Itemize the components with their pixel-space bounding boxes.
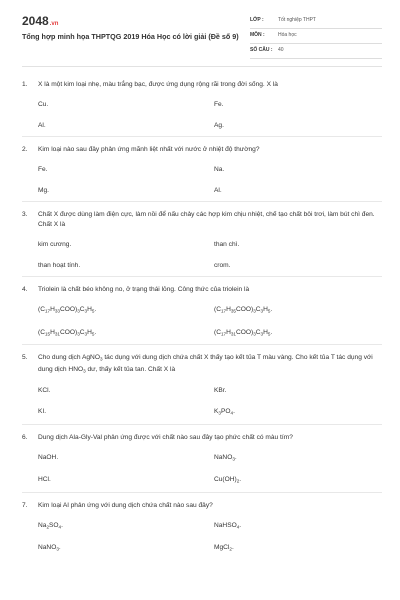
question-number: 1. xyxy=(22,81,28,88)
answer-option-d[interactable]: $(C_{17}H_{31}COO)_3C_3H_5$. xyxy=(214,328,273,336)
question-divider xyxy=(22,136,382,137)
answer-option-b[interactable]: NaNO$_3$. xyxy=(214,453,237,461)
question-item xyxy=(22,80,382,130)
answer-options xyxy=(38,521,382,554)
question-stem xyxy=(22,501,382,511)
answer-option-c[interactable]: than hoạt tính. xyxy=(38,262,81,269)
answer-option-a[interactable]: $(C_{17}H_{33}COO)_3C_3H_5$. xyxy=(38,306,97,314)
question-stem xyxy=(22,285,382,295)
question-text: Chất X được dùng làm điện cực, làm nồi để nấu chảy các hợp kim chịu nhiệt, chế tạo chất bôi trơi, làm bút chì đen. Chất X là xyxy=(38,211,375,228)
subscript: 3 xyxy=(84,331,88,336)
meta-row-class xyxy=(250,14,382,29)
subscript: 17 xyxy=(220,331,227,336)
question-divider xyxy=(22,201,382,202)
logo-suffix: .vn xyxy=(49,21,59,27)
page-header xyxy=(22,14,382,66)
answer-option-a[interactable]: $Na_2SO_4$. xyxy=(38,521,63,529)
subscript: 17 xyxy=(220,308,227,314)
subscript: 33 xyxy=(54,308,60,314)
answer-option-d[interactable]: crom. xyxy=(214,262,231,269)
question-divider xyxy=(22,424,382,425)
subscript: 2 xyxy=(46,524,49,529)
answer-option-d[interactable]: Al. xyxy=(214,187,222,194)
question-text: Kim loại nào sau đây phản ứng mãnh liệt nhất với nước ở nhiệt độ thường? xyxy=(38,146,260,153)
subscript: 3 xyxy=(260,331,264,336)
question-divider xyxy=(22,492,382,493)
question-text: X là một kim loại nhẹ, màu trắng bạc, được ứng dụng rộng rãi trong đời sống. X là xyxy=(38,81,278,88)
answer-options xyxy=(38,305,382,338)
answer-option-d[interactable]: MgCl$_2$. xyxy=(214,544,234,552)
question-divider xyxy=(22,344,382,345)
exam-meta xyxy=(250,14,382,59)
question-text: Cho dung dịch AgNO$_3$ tác dụng với dung dịch chứa chất X thấy tạo kết tủa T màu vàng. Cho kết tủa T tác dụng với dung dịch $HNO_3$ dư, thấy kết tủa tan. Chất X là xyxy=(38,354,373,373)
answer-options xyxy=(38,386,382,418)
answer-option-b[interactable]: KBr. xyxy=(214,387,227,394)
answer-option-c[interactable]: Al. xyxy=(38,122,46,129)
meta-label-subject: MÔN : xyxy=(250,32,265,38)
subscript: 3 xyxy=(253,308,256,314)
meta-value-class: Tốt nghiệp THPT xyxy=(278,17,316,23)
subscript: 4 xyxy=(236,524,240,529)
subscript: 3 xyxy=(218,410,221,416)
question-stem xyxy=(22,80,382,90)
subscript: 3 xyxy=(77,331,80,336)
site-logo[interactable] xyxy=(22,14,58,28)
question-item xyxy=(22,276,382,338)
header-divider xyxy=(22,66,382,67)
answer-options xyxy=(38,100,382,130)
answer-option-a[interactable]: Cu. xyxy=(38,101,49,108)
answer-option-b[interactable]: Fe. xyxy=(214,101,224,108)
subscript: 5 xyxy=(91,331,95,336)
answer-options xyxy=(38,453,382,486)
question-stem xyxy=(22,353,382,376)
question-item xyxy=(22,344,382,418)
meta-value-subject: Hóa học xyxy=(278,32,297,38)
answer-option-c[interactable]: NaNO$_3$. xyxy=(38,544,61,552)
question-item xyxy=(22,424,382,486)
question-text: Kim loại Al phản ứng với dung dịch chứa chất nào sau đây? xyxy=(38,501,213,509)
subscript: 17 xyxy=(44,308,51,314)
answer-option-d[interactable]: $K_3PO_4$. xyxy=(214,408,235,416)
subscript: 3 xyxy=(253,331,256,336)
question-stem xyxy=(22,433,382,443)
question-number: 4. xyxy=(22,286,28,293)
subscript: 35 xyxy=(230,308,236,314)
subscript: 2 xyxy=(229,546,232,552)
question-text: Triolein là chất béo không no, ở trạng thái lỏng. Công thức của triolein là xyxy=(38,286,250,293)
answer-option-a[interactable]: Fe. xyxy=(38,166,48,173)
subscript: 3 xyxy=(232,456,235,461)
subscript: 5 xyxy=(267,331,271,336)
subscript: 4 xyxy=(230,410,234,416)
meta-label-class: LỚP : xyxy=(250,17,264,23)
question-number: 5. xyxy=(22,354,28,361)
subscript: 3 xyxy=(260,308,264,314)
subscript: 3 xyxy=(84,308,88,314)
answer-option-a[interactable]: NaOH. xyxy=(38,453,59,461)
subscript: 31 xyxy=(54,331,60,336)
answer-option-a[interactable]: kim cương. xyxy=(38,241,72,248)
answer-option-c[interactable]: $(C_{15}H_{31}COO)_3C_3H_5$. xyxy=(38,328,97,336)
meta-value-count: 40 xyxy=(278,47,284,53)
answer-options xyxy=(38,165,382,195)
subscript: 4 xyxy=(58,524,62,529)
meta-row-subject xyxy=(250,29,382,44)
question-number: 7. xyxy=(22,501,28,509)
subscript: 5 xyxy=(91,308,95,314)
logo-text: 2048 xyxy=(22,14,49,28)
subscript: 2 xyxy=(236,478,240,484)
answer-option-c[interactable]: Mg. xyxy=(38,187,49,194)
meta-row-count xyxy=(250,44,382,59)
question-number: 3. xyxy=(22,211,28,218)
answer-option-b[interactable]: NaHSO$_4$. xyxy=(214,521,242,529)
subscript: 31 xyxy=(230,331,236,336)
question-number: 2. xyxy=(22,146,28,153)
question-item xyxy=(22,136,382,195)
question-text: Dung dịch Ala-Gly-Val phản ứng được với chất nào sau đây tạo phức chất có màu tím? xyxy=(38,433,293,441)
question-item xyxy=(22,201,382,270)
subscript: 3 xyxy=(99,356,103,362)
question-item xyxy=(22,492,382,554)
answer-option-a[interactable]: KCl. xyxy=(38,387,51,394)
subscript: 15 xyxy=(44,331,51,336)
subscript: 3 xyxy=(56,546,59,552)
question-divider xyxy=(22,276,382,277)
question-list xyxy=(22,80,382,554)
answer-option-b[interactable]: $(C_{17}H_{35}COO)_3C_3H_5$. xyxy=(214,306,273,314)
answer-option-b[interactable]: than chì. xyxy=(214,241,240,248)
question-stem xyxy=(22,210,382,230)
answer-option-d[interactable]: $Cu(OH)_2$. xyxy=(214,476,242,484)
subscript: 5 xyxy=(267,308,271,314)
question-number: 6. xyxy=(22,433,28,441)
subscript: 3 xyxy=(83,368,86,373)
meta-label-count: SỐ CÂU : xyxy=(250,47,273,53)
answer-options xyxy=(38,240,382,270)
answer-option-b[interactable]: Na. xyxy=(214,166,225,173)
subscript: 3 xyxy=(77,308,80,314)
answer-option-c[interactable]: HCl. xyxy=(38,476,51,483)
answer-option-c[interactable]: KI. xyxy=(38,408,47,415)
answer-option-d[interactable]: Ag. xyxy=(214,122,224,129)
page-title: Tổng hợp minh họa THPTQG 2019 Hóa Học có lời giải (Đề số 9) xyxy=(22,32,239,41)
question-stem xyxy=(22,145,382,155)
